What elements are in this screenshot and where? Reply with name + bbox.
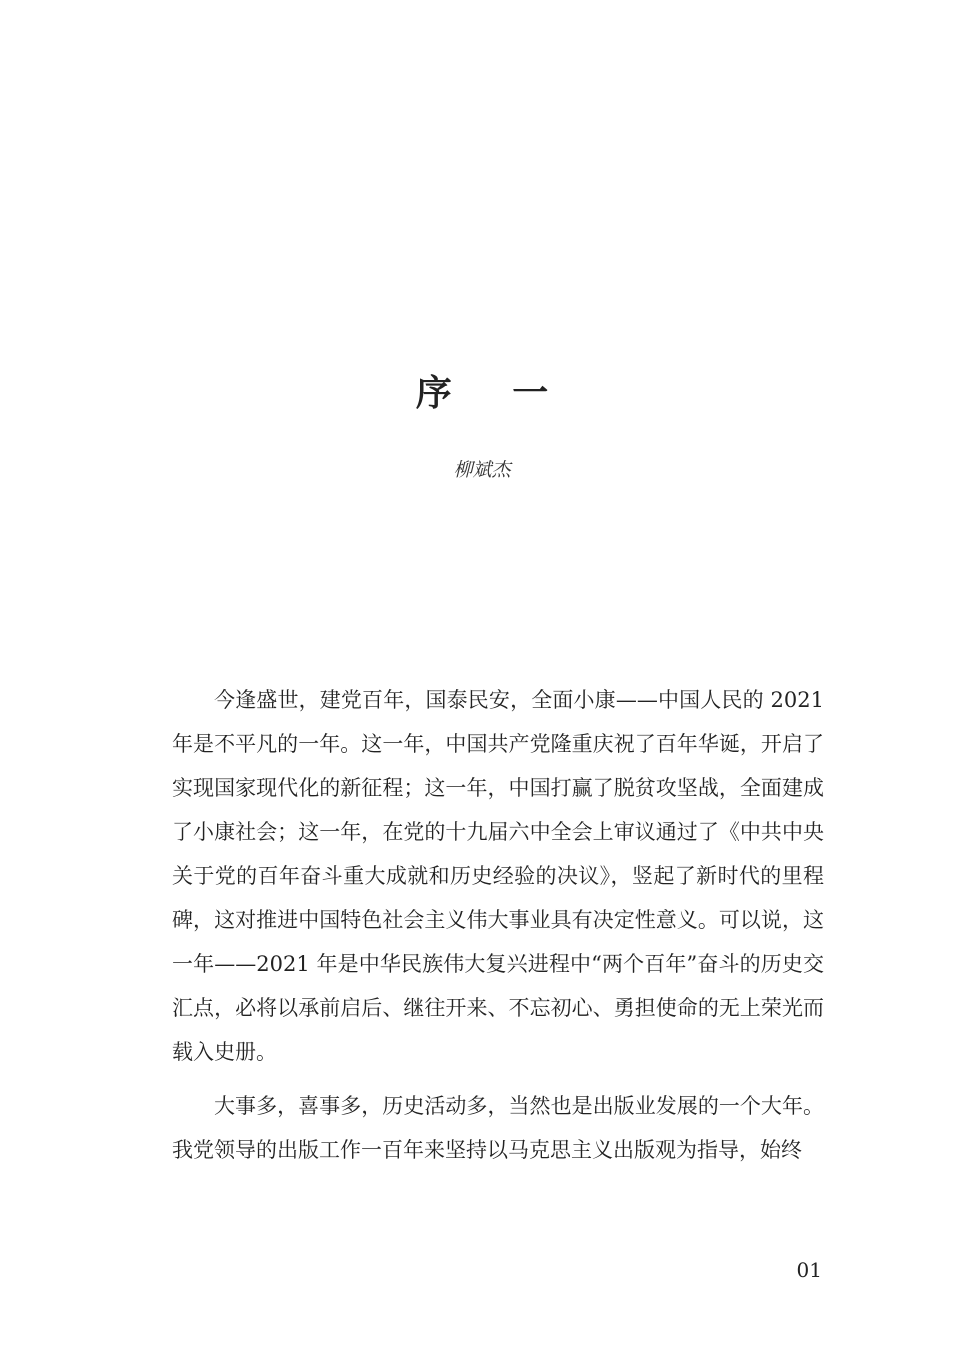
chapter-title: 序 一 <box>415 372 573 414</box>
paragraph-2: 大事多，喜事多，历史活动多，当然也是出版业发展的一个大年。我党领导的出版工作一百年来坚持以马克思主义出版观为指导，始终 <box>172 1094 824 1162</box>
paragraph-1: 今逢盛世，建党百年，国泰民安，全面小康——中国人民的 2021 年是不平凡的一年。这一年，中国共产党隆重庆祝了百年华诞，开启了实现国家现代化的新征程；这一年，中国打赢了脱贫攻坚战，全面建成了小康社会；这一年，在党的十九届六中全会上审议通过了《中共中央关于党的百年奋斗重大成就和历史经验的决议》，竖起了新时代的里程碑，这对推进中国特色社会主义伟大事业具有决定性意义。可以说，这一年——2021 年是中华民族伟大复兴进程中“两个百年”奋斗的历史交汇点，必将以承前启后、继往开来、不忘初心、勇担使命的无上荣光而载入史册。 <box>172 688 824 1064</box>
page-number: 01 <box>796 1258 822 1282</box>
body-text <box>172 678 824 1172</box>
chapter-author: 柳斌杰 <box>453 459 511 481</box>
